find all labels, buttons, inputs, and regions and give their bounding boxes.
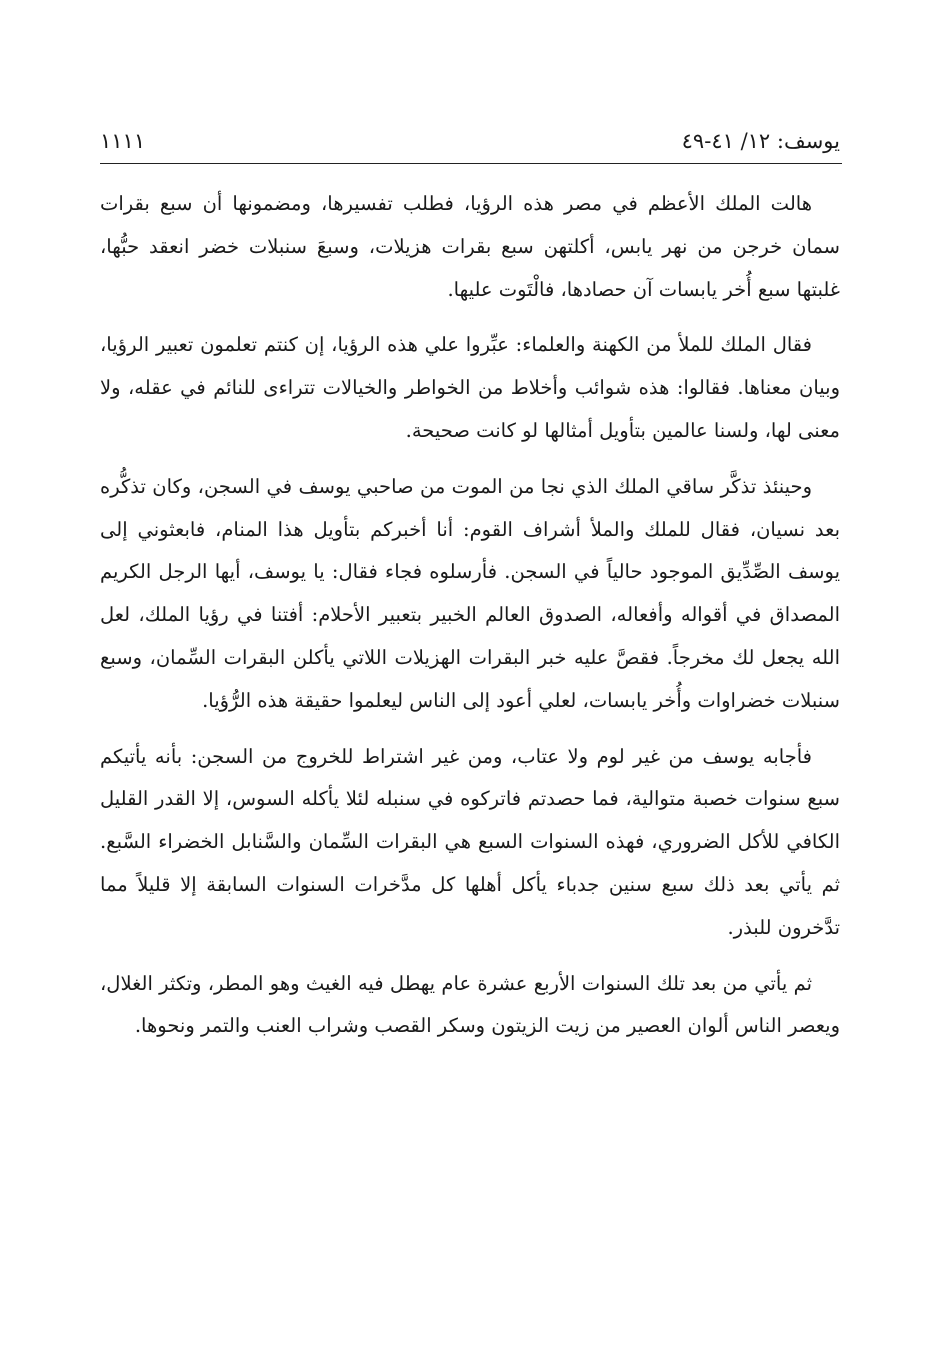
paragraph-3: وحينئذ تذكَّر ساقي الملك الذي نجا من الموت من صاحبي يوسف في السجن، وكان تذكُّره بعد نسيان، فقال للملك والملأ أشراف القوم: أنا أخبركم بتأويل هذا المنام، فابعثوني إلى يوسف الصِّدِّيق الموجود حالياً في السجن. فأرسلوه فجاء فقال: يا يوسف، أيها الرجل الكريم المصداق في أقواله وأفعاله، الصدوق العالم الخبير بتعبير الأحلام: أفتنا في رؤيا الملك، لعل الله يجعل لك مخرجاً. فقصَّ عليه خبر البقرات الهزيلات اللاتي يأكلن البقرات السِّمان، وسبع سنبلات خضراوات وأُخر يابسات، لعلي أعود إلى الناس ليعلموا حقيقة هذه الرُّؤيا. [100,474,840,712]
chapter-verse-reference: يوسف: ١٢/ ٤١-٤٩ [681,129,840,153]
body-text [100,183,840,1061]
header-divider [100,163,842,164]
running-header [100,122,840,162]
page-number: ١١١١ [100,129,146,153]
paragraph-2: فقال الملك للملأ من الكهنة والعلماء: عبِّروا علي هذه الرؤيا، إن كنتم تعلمون تعبير الرؤيا، وبيان معناها. فقالوا: هذه شوائب وأخلاط من الخواطر والخيالات تتراءى للنائم في عقله، ولا معنى لها، ولسنا عالمين بتأويل أمثالها لو كانت صحيحة. [100,333,840,442]
paragraph-1: هالت الملك الأعظم في مصر هذه الرؤيا، فطلب تفسيرها، ومضمونها أن سبع بقرات سمان خرجن من نهر يابس، أكلتهن سبع بقرات هزيلات، وسبعَ سنبلات خضر انعقد حبُّها، غلبتها سبع أُخر يابسات آن حصادها، فالْتَوت عليها. [100,192,840,301]
paragraph-4: فأجابه يوسف من غير لوم ولا عتاب، ومن غير اشتراط للخروج من السجن: بأنه يأتيكم سبع سنوات خصبة متوالية، فما حصدتم فاتركوه في سنبله لئلا يأكله السوس، إلا القدر القليل الكافي للأكل الضروري، فهذه السنوات السبع هي البقرات السِّمان والسَّنابل الخضراء السَّبع. ثم يأتي بعد ذلك سبع سنين جدباء يأكل أهلها كل مدَّخرات السنوات السابقة إلا قليلاً مما تدَّخرون للبذر. [100,744,840,939]
paragraph-5: ثم يأتي من بعد تلك السنوات الأربع عشرة عام يهطل فيه الغيث وهو المطر، وتكثر الغلال، ويعصر الناس ألوان العصير من زيت الزيتون وسكر القصب وشراب العنب والتمر ونحوها. [100,971,840,1038]
